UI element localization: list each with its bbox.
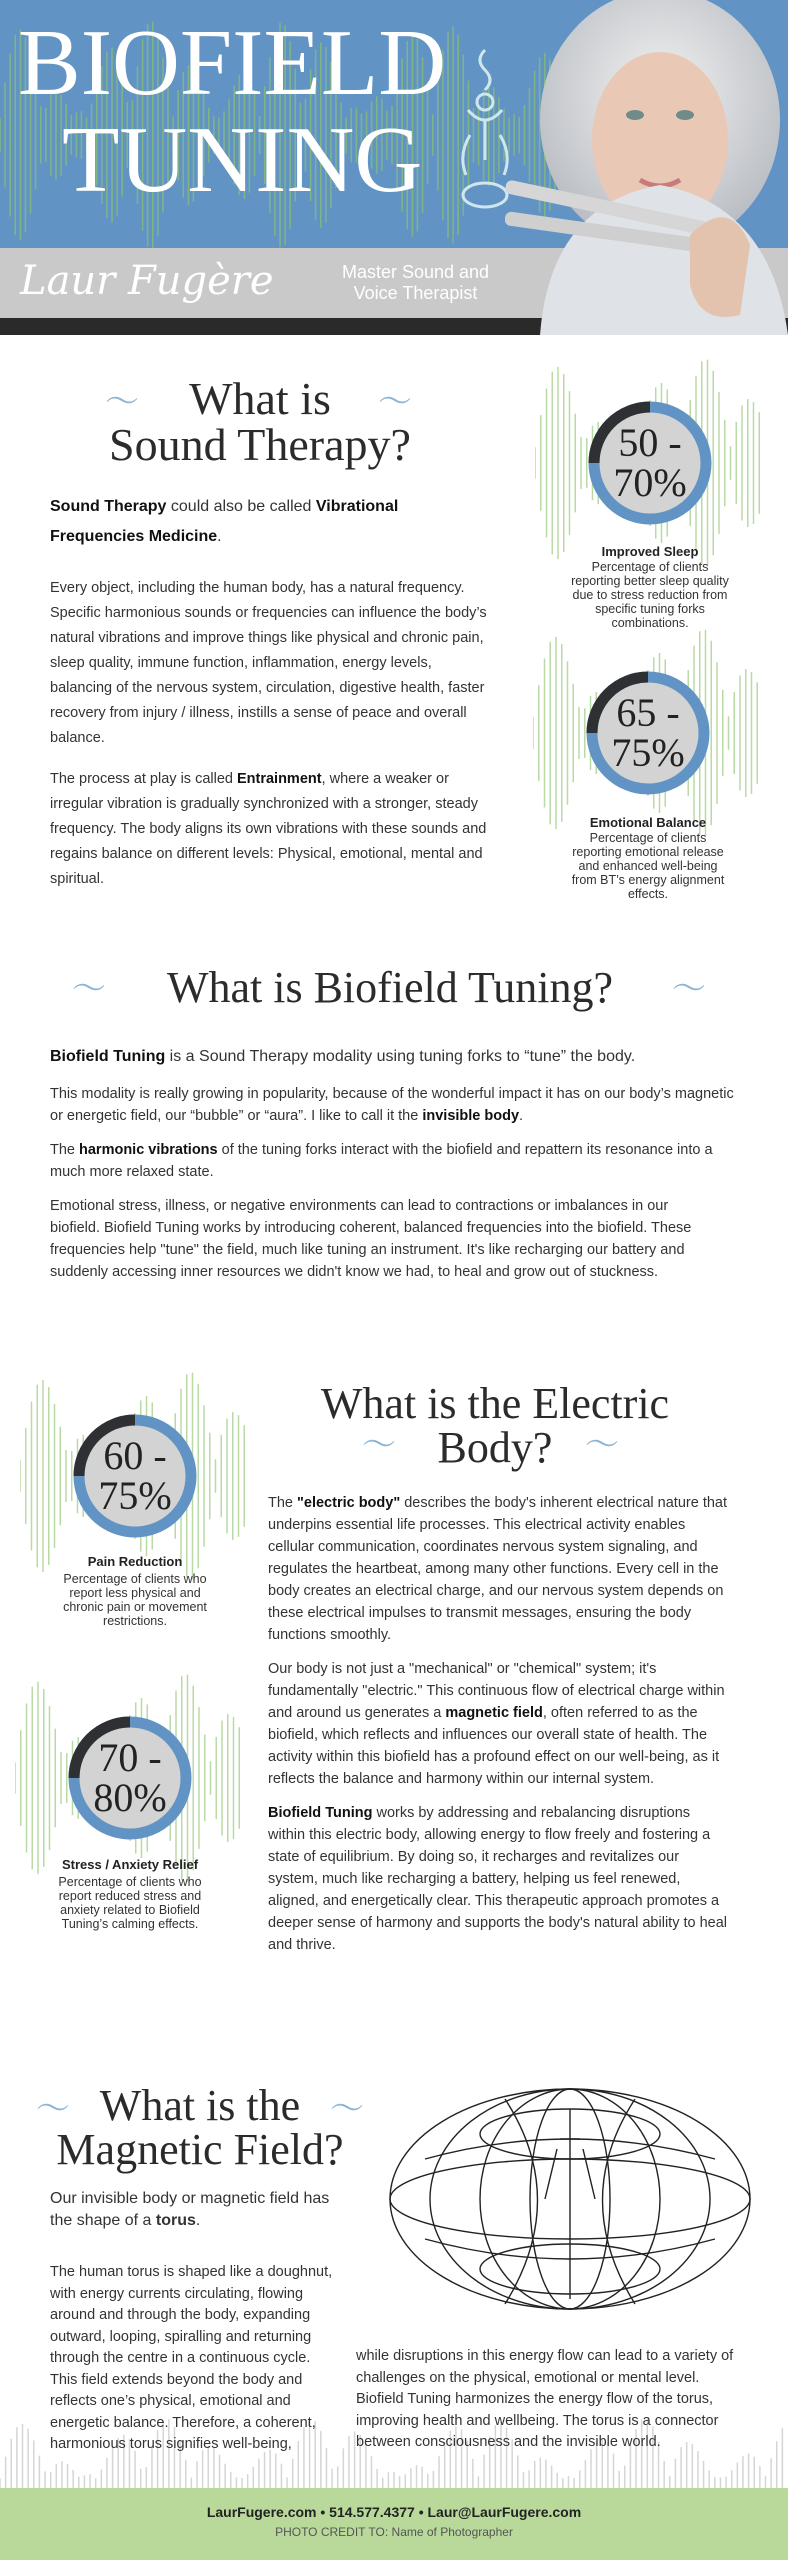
footer [0,2488,788,2560]
stat-description: Percentage of clients who report reduced stress and anxiety related to Biofield Tuning’s calming effects. [58,1875,202,1931]
section-title [60,373,460,470]
stat-value: 70 - 80% [93,1735,167,1820]
paragraph: The "electric body" describes the body's inherent electrical nature that underpins essential life processes. This electrical activity enables cellular communication, coordinates nervous system signaling, and regulates the heartbeat, among many other functions. Every cell in the body creates an electrical charge, and our nervous system depends on these electrical impulses to transmit messages, ensuring the body functions smoothly. [268,1495,728,1643]
title-line2: Sound Therapy? [109,419,411,470]
title-line1: What is [189,373,331,424]
therapist-photo [505,0,788,335]
intro-paragraph: Sound Therapy could also be called Vibrational Frequencies Medicine. [50,498,399,545]
section-title [278,1379,712,1472]
paragraph: This modality is really growing in popularity, because of the wonderful impact it has on our body’s magnetic or energetic field, our “bubble” or “aura”. I like to call it the invisible body. [50,1086,734,1124]
stat-description: Percentage of clients who report less physical and chronic pain or movement restrictions. [63,1572,207,1628]
therapist-role [328,262,503,304]
title-line1: What is the Electric [320,1379,670,1428]
title-line2: Body? [437,1423,553,1472]
role-line1: Master Sound and [341,262,490,282]
section-title: What is Biofield Tuning? [166,963,614,1012]
wave-swash-icon: 〜 [72,970,106,1008]
stat-title: Pain Reduction [87,1554,183,1569]
section-title [40,2081,360,2174]
paragraph: The harmonic vibrations of the tuning forks interact with the biofield and repattern its resonance into a much more relaxed state. [50,1142,713,1180]
torus-diagram [385,2082,755,2317]
paragraph: The process at play is called Entrainment, where a weaker or irregular vibration is gradually synchronized with a stronger, steady frequency. The body aligns its own vibrations with these sounds and regains balance on different levels: Physical, emotional, mental and spiritual. [50,771,487,887]
wave-swash-icon: 〜 [330,2090,364,2128]
wave-swash-icon: 〜 [362,1426,396,1464]
photo-credit: PHOTO CREDIT TO: Name of Photographer [275,2525,513,2539]
stat-value: 50 - 70% [613,420,687,505]
intro-paragraph: Our invisible body or magnetic field has the shape of a torus. [50,2190,330,2229]
title-line2: Magnetic Field? [56,2125,344,2174]
stat-title: Improved Sleep [601,544,699,559]
paragraph-col2: while disruptions in this energy flow can lead to a variety of challenges on the physical, emotional or mental level. Biofield Tuning harmonizes the energy flow of the torus, improving health and wellbeing. The torus is a connector between consciousness and the invisible world. [356,2348,734,2450]
therapist-name: Laur Fugère [20,258,274,304]
header-banner [0,0,788,335]
stat-title: Emotional Balance [589,815,707,830]
wave-swash-icon: 〜 [36,2090,70,2128]
wave-swash-icon: 〜 [378,383,412,421]
wave-swash-icon: 〜 [585,1426,619,1464]
stat-title: Stress / Anxiety Relief [61,1857,199,1872]
paragraph: Biofield Tuning is a Sound Therapy modality using tuning forks to “tune” the body. [50,1048,636,1065]
stat-value: 65 - 75% [611,690,685,775]
wave-swash-icon: 〜 [672,970,706,1008]
stat-description: Percentage of clients reporting better sleep quality due to stress reduction from specific tuning forks combinations. [571,560,729,630]
wave-swash-icon: 〜 [105,383,139,421]
hero-title-line2: TUNING [62,108,423,212]
contact-line[interactable]: LaurFugere.com • 514.577.4377 • Laur@LaurFugere.com [206,2504,582,2520]
paragraph: Every object, including the human body, has a natural frequency. Specific harmonious sounds or frequencies can influence the body’s natural vibrations and improve things like physical and chronic pain, sleep quality, immune function, inflammation, energy levels, balancing of the nervous system, circulation, digestive health, faster recovery from injury / illness, instills a sense of peace and overall balance. [50,580,487,746]
paragraph: Emotional stress, illness, or negative environments can lead to contractions or imbalances in our biofield. Biofield Tuning works by introducing coherent, balanced frequencies into the biofield. These frequencies help "tune" the field, much like tuning an instrument. It's like recharging our battery and suddenly accessing inner resources we didn't know we had, to heal and grow out of stuckness. [50,1198,692,1280]
paragraph: Our body is not just a "mechanical" or "chemical" system; it's fundamentally "electric." This continuous flow of electrical charge within and around us generates a magnetic field, often referred to as the biofield, which reflects and influences our overall state of health. The activity within this biofield has a profound effect on our well-being, as it reflects the balance and harmony within our internal system. [268,1661,725,1787]
hero-title-line1: BIOFIELD [18,11,447,115]
paragraph: Biofield Tuning works by addressing and rebalancing disruptions within this electric body, allowing energy to flow freely and fostering a state of equilibrium. By doing so, it recharges and revitalizes our system, much like recharging a battery, helping us feel renewed, aligned, and energetically clear. This therapeutic approach promotes a deeper sense of harmony and supports the body's natural ability to heal and thrive. [268,1805,728,1953]
stat-value: 60 - 75% [98,1433,172,1518]
stat-description: Percentage of clients reporting emotional release and enhanced well-being from BT’s energy alignment effects. [571,831,725,901]
role-line2: Voice Therapist [353,283,478,303]
paragraph-col1: The human torus is shaped like a doughnut, with energy currents circulating, flowing around and through the body, expanding outward, looping, spiralling and returning through the centre in a continuous cycle. This field extends beyond the body and reflects one’s physical, emotional and energetic balance. Therefore, a coherent, harmonious torus signifies well-being, [50,2264,333,2452]
title-line1: What is the [99,2081,301,2130]
